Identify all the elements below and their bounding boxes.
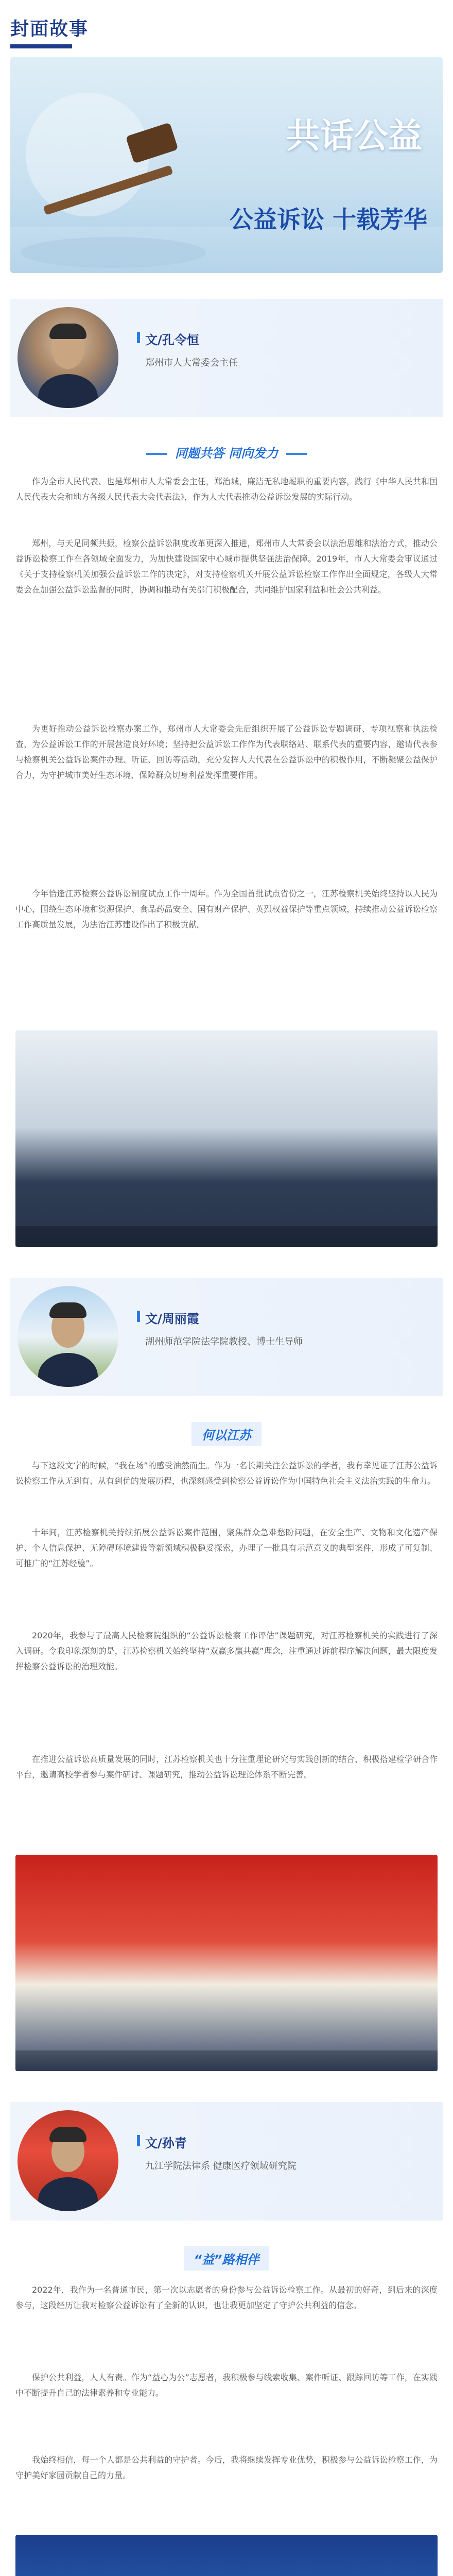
- author-photo: [18, 2110, 118, 2211]
- paragraph: 2022年，我作为一名普通市民，第一次以志愿者的身份参与公益诉讼检察工作。从最初的好奇，到后来的深度参与，这段经历让我对检察公益诉讼有了全新的认识，也让我更加坚定了守护公共利益的信念。: [15, 2285, 438, 2310]
- hero-illustration: [10, 57, 443, 273]
- author-name: 文/孔令恒: [145, 330, 199, 348]
- author-card-3: [10, 2102, 443, 2221]
- paragraph: 与下这段文字的时候，“我在场”的感受油然而生。作为一名长期关注公益诉讼的学者，我有幸见证了江苏公益诉讼检察工作从无到有、从有到优的发展历程，也深刻感受到检察公益诉讼作为中国特色社会主义法治实践的生命力。: [15, 1461, 438, 1486]
- paragraph: 郑州，与天足同频共振，检察公益诉讼制度改革更深入推进，郑州市人大常委会以法治思维和法治方式，推动公益诉讼检察工作在各领域全面发力，为加快建设国家中心城市提供坚强法治保障。2019年，市人大常委会审议通过《关于支持检察机关加强公益诉讼工作的决定》，对支持检察机关开展公益诉讼检察工作作出全面规定，各级人大常委会在加强公益诉讼监督的同时，协调和推动有关部门积极配合，共同维护国家利益和社会公共利益。: [15, 538, 438, 595]
- author-name: 文/孙青: [145, 2133, 187, 2151]
- author-name: 文/周丽霞: [145, 1309, 199, 1327]
- award-photo: [15, 1855, 438, 2071]
- paragraph: 十年间，江苏检察机关持续拓展公益诉讼案件范围，聚焦群众急难愁盼问题，在安全生产、文物和文化遗产保护、个人信息保护、无障碍环境建设等新领域积极稳妥探索，办理了一批具有示范意义的典型案件，形成了可复制、可推广的“江苏经验”。: [15, 1528, 438, 1568]
- author-card-2: [10, 1278, 443, 1396]
- author-title: 湖州师范学院法学院教授、博士生导师: [145, 1336, 303, 1347]
- forum-photo: [15, 2535, 438, 2576]
- section-heading-2: 何以江苏: [0, 1422, 453, 1446]
- paragraph: 在推进公益诉讼高质量发展的同时，江苏检察机关也十分注重理论研究与实践创新的结合，积极搭建检学研合作平台，邀请高校学者参与案件研讨、课题研究，推动公益诉讼理论体系不断完善。: [15, 1754, 438, 1780]
- section-heading-3: “益”路相伴: [0, 2246, 453, 2270]
- event-photo: [15, 1030, 438, 1247]
- paragraph: 2020年，我参与了最高人民检察院组织的“公益诉讼检察工作评估”课题研究，对江苏检察机关的实践进行了深入调研。令我印象深刻的是，江苏检察机关始终坚持“双赢多赢共赢”理念，注重通过诉前程序解决问题，最大限度发挥检察公益诉讼的治理效能。: [15, 1631, 438, 1671]
- author-title: 郑州市人大常委会主任: [145, 358, 238, 368]
- paragraph: 今年恰逢江苏检察公益诉讼制度试点工作十周年。作为全国首批试点省份之一，江苏检察机关始终坚持以人民为中心，围绕生态环境和资源保护、食品药品安全、国有财产保护、英烈权益保护等重点领域，持续推动公益诉讼检察工作高质量发展，为法治江苏建设作出了积极贡献。: [15, 889, 438, 929]
- section-heading-1: 同题共答 同向发力: [0, 443, 453, 461]
- author-photo: [18, 307, 118, 408]
- paragraph: 作为全市人民代表、也是郑州市人大常委会主任，郑治城，廉洁无私地履职的重要内容，践行《中华人民共和国人民代表大会和地方各级人民代表大会代表法》，作为人大代表推动公益诉讼发展的实际行动。: [15, 477, 438, 502]
- hero-banner: [10, 57, 443, 273]
- author-photo: [18, 1286, 118, 1387]
- hero-title: 共话公益: [286, 116, 422, 156]
- column-label-underline: [10, 44, 72, 48]
- paragraph: 我始终相信，每一个人都是公共利益的守护者。今后，我将继续发挥专业优势，积极参与公益诉讼检察工作，为守护美好家园贡献自己的力量。: [15, 2455, 438, 2480]
- paragraph: 为更好推动公益诉讼检察办案工作，郑州市人大常委会先后组织开展了公益诉讼专题调研、专项视察和执法检查，为公益诉讼工作的开展营造良好环境；坚持把公益诉讼工作作为代表联络站、联系代表的重要内容，邀请代表参与检察机关公益诉讼案件办理、听证、回访等活动，充分发挥人大代表在公益诉讼中的积极作用，不断凝聚公益保护合力，为守护城市美好生态环境、保障群众切身利益发挥重要作用。: [15, 724, 438, 780]
- author-card-1: [10, 299, 443, 417]
- hero-subtitle: 公益诉讼 十载芳华: [229, 206, 427, 233]
- author-title: 九江学院法律系 健康医疗领域研究院: [145, 2161, 297, 2172]
- paragraph: 保护公共利益，人人有责。作为“益心为公”志愿者，我积极参与线索收集、案件听证、跟踪回访等工作，在实践中不断提升自己的法律素养和专业能力。: [15, 2372, 438, 2398]
- column-label: 封面故事: [10, 19, 89, 40]
